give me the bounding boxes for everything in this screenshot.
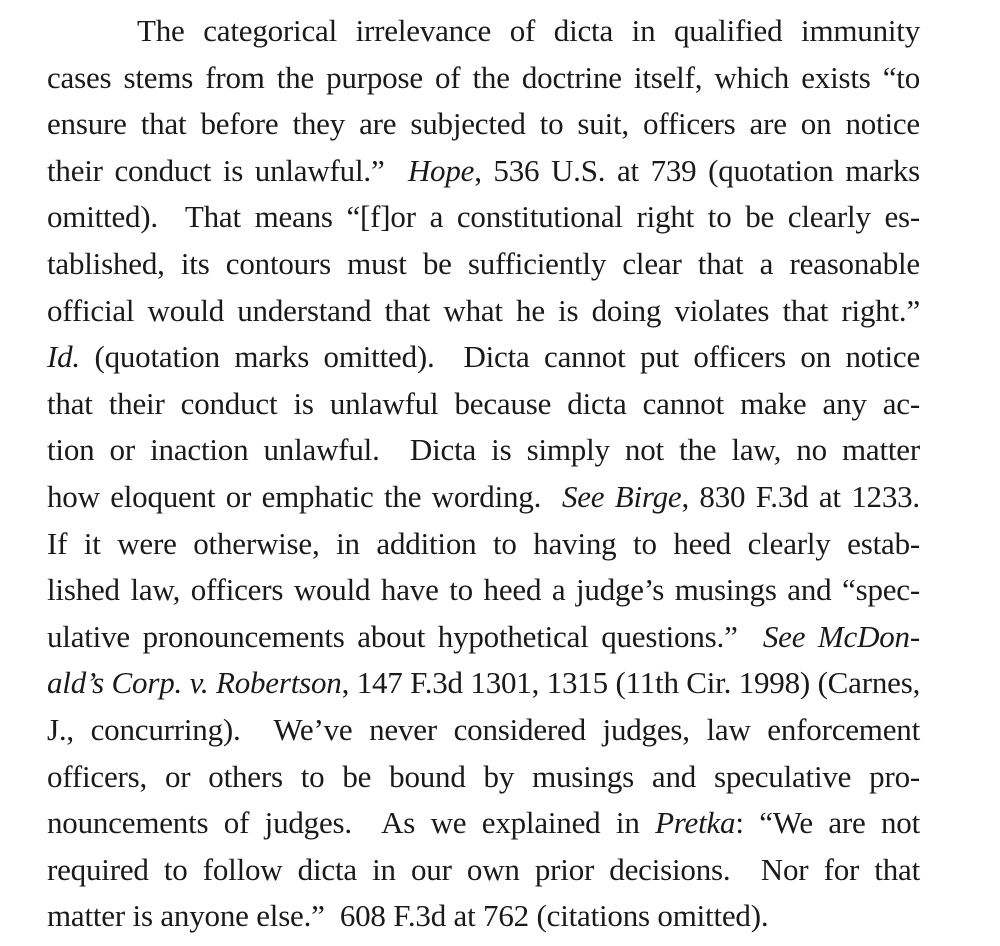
text-line	[47, 707, 920, 754]
text-segment: J., concurring). We’ve never considered judges, law enforcement	[47, 711, 920, 747]
text-line	[47, 241, 920, 288]
text-line	[47, 8, 920, 55]
text-line	[47, 55, 920, 102]
italic-citation: See McDon-	[762, 618, 920, 654]
text-line	[47, 148, 920, 195]
italic-citation: See Birge	[561, 478, 682, 514]
text-segment: The categorical irrelevance of dicta in qualified immunity	[137, 13, 920, 48]
text-segment: required to follow dicta in our own prior decisions. Nor for that	[47, 851, 920, 887]
text-segment: : “We are not	[735, 805, 921, 841]
text-segment: their conduct is unlawful.”	[47, 152, 408, 188]
text-segment: ensure that before they are subjected to suit, officers are on notice	[47, 106, 920, 142]
text-line	[47, 194, 920, 241]
text-line	[47, 288, 920, 335]
text-line	[47, 474, 920, 521]
text-segment: , 536 U.S. at 739 (quotation marks	[474, 152, 920, 188]
text-segment: ulative pronouncements about hypothetical questions.”	[47, 618, 763, 654]
italic-citation: Pretka	[655, 805, 736, 841]
text-line	[47, 614, 920, 661]
text-segment: officers, or others to be bound by musings and speculative pro-	[47, 758, 920, 794]
italic-citation: Hope	[407, 152, 475, 188]
text-segment: how eloquent or emphatic the wording.	[47, 478, 562, 514]
text-segment: matter is anyone else.” 608 F.3d at 762 (citations omitted).	[47, 898, 769, 934]
text-line	[47, 847, 920, 894]
text-line	[47, 381, 920, 428]
text-line	[47, 334, 920, 381]
text-segment: that their conduct is unlawful because dicta cannot make any ac-	[47, 385, 920, 421]
text-line	[47, 754, 920, 801]
text-segment: lished law, officers would have to heed a judge’s musings and “spec-	[47, 572, 920, 608]
text-line	[47, 893, 920, 940]
text-line	[47, 567, 920, 614]
text-segment: tion or inaction unlawful. Dicta is simply not the law, no matter	[47, 432, 920, 468]
text-segment: (quotation marks omitted). Dicta cannot put officers on notice	[79, 339, 920, 375]
italic-citation: ald’s Corp. v. Robertson	[47, 665, 342, 701]
text-line	[47, 521, 920, 568]
text-segment: If it were otherwise, in addition to having to heed clearly estab-	[47, 525, 920, 561]
text-segment: omitted). That means “[f]or a constitutional right to be clearly es-	[47, 199, 920, 235]
text-line	[47, 101, 920, 148]
body-paragraph	[47, 8, 1000, 940]
text-line	[47, 660, 920, 707]
text-segment: , 147 F.3d 1301, 1315 (11th Cir. 1998) (Carnes,	[341, 665, 921, 701]
italic-citation: Id.	[47, 339, 80, 375]
text-line	[47, 800, 920, 847]
text-segment: tablished, its contours must be sufficiently clear that a reasonable	[47, 245, 920, 281]
text-segment: official would understand that what he is doing violates that right.”	[47, 292, 920, 328]
text-segment: nouncements of judges. As we explained in	[47, 805, 656, 841]
text-line	[47, 427, 920, 474]
text-segment: cases stems from the purpose of the doctrine itself, which exists “to	[47, 59, 920, 95]
text-segment: , 830 F.3d at 1233.	[681, 478, 920, 514]
